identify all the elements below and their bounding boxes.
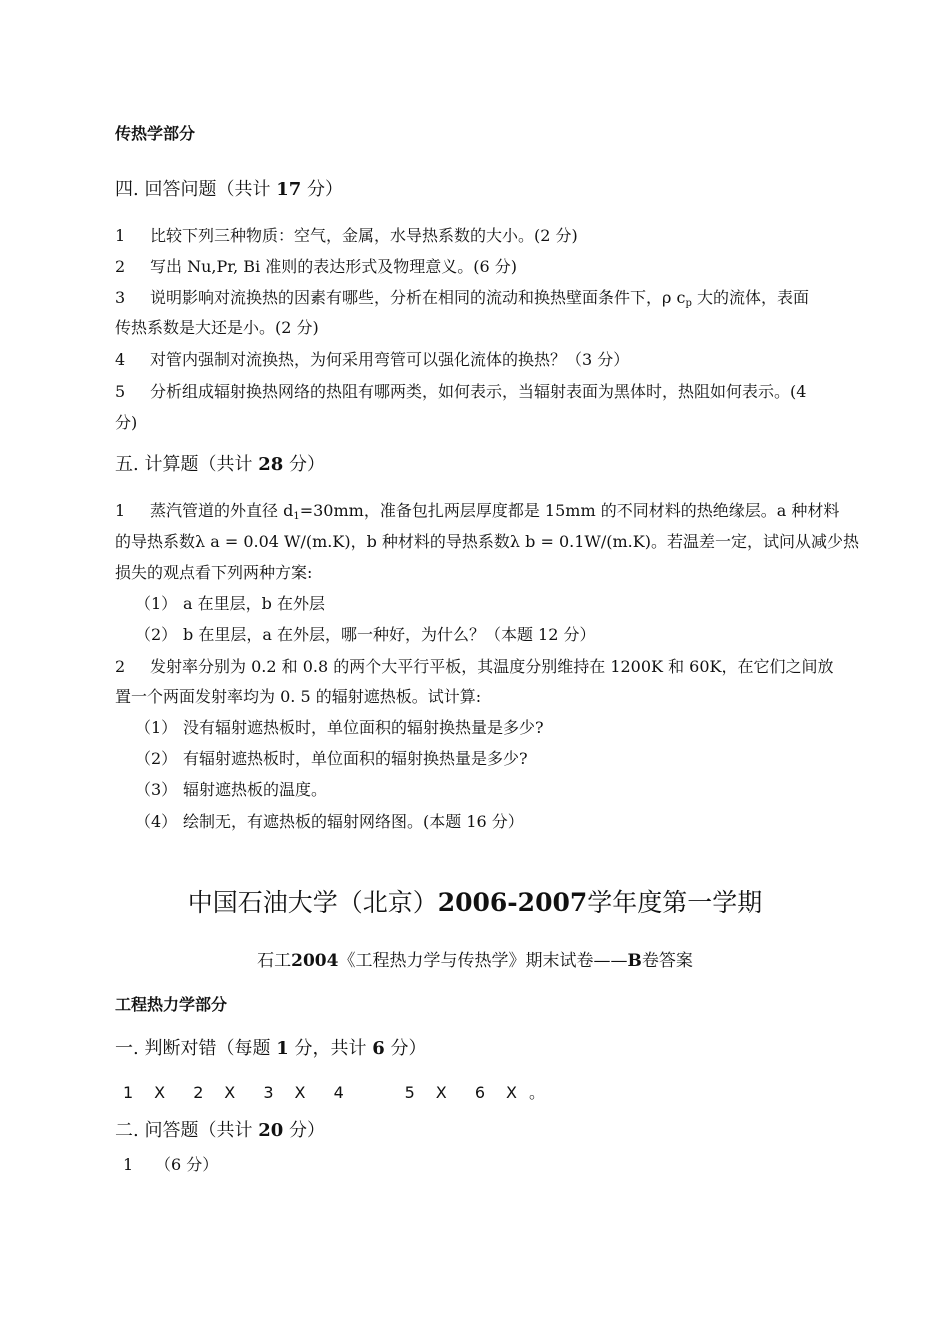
option-label: （2） [135,625,178,644]
answer-number: 1 [123,1083,134,1102]
question-text-cont: 大的流体，表面 [696,288,809,307]
section-four-title-b: 分） [307,179,343,200]
exam-title [0,883,950,919]
section-four-points: 17 [276,179,302,200]
option-label: （3） [135,780,178,799]
section-one-prefix: 一. [115,1038,139,1059]
problem-2-line-1 [115,657,833,677]
option-text: 没有辐射遮热板时，单位面积的辐射换热量是多少? [183,718,544,737]
answer-mark: X [505,1083,517,1102]
problem-2-option-4 [135,812,524,832]
question-number: 3 [115,288,126,307]
true-false-answers [123,1083,545,1103]
problem-1-line-3: 损失的观点看下列两种方案: [115,563,313,582]
problem-text: 蒸汽管道的外直径 d [150,501,294,520]
thermodynamics-section-title: 工程热力学部分 [115,995,228,1014]
question-5 [115,382,806,402]
section-one-points-2: 6 [372,1038,385,1059]
section-four-heading [115,180,343,200]
option-text: a 在里层，b 在外层 [183,594,325,613]
question-text: 分析组成辐射换热网络的热阻有哪两类，如何表示，当辐射表面为黑体时，热阻如何表示。(4 [150,382,807,401]
problem-1-line-1 [115,501,839,527]
option-text: 有辐射遮热板时，单位面积的辐射换热量是多少? [183,749,528,768]
problem-2-option-3 [135,780,327,800]
section-two-title-b: 分） [289,1120,325,1141]
question-1 [115,226,578,246]
problem-text: 发射率分别为 0.2 和 0.8 的两个大平行平板，其温度分别维持在 1200K 和 60K，在它们之间放 [150,657,834,676]
question-text: 说明影响对流换热的因素有哪些，分析在相同的流动和换热壁面条件下，ρ c [150,288,686,307]
section-five-points: 28 [258,454,284,475]
question-number: 1 [123,1155,134,1174]
question-text: 对管内强制对流换热，为何采用弯管可以强化流体的换热？（3 分） [150,350,630,369]
question-4 [115,350,629,370]
exam-subtitle-e: 卷答案 [641,951,693,971]
question-text: 比较下列三种物质：空气，金属，水导热系数的大小。(2 分) [150,226,578,245]
section-four-prefix: 四. [115,179,139,200]
answer-mark: X [435,1083,447,1102]
problem-2-option-2 [135,749,528,769]
question-3 [115,288,809,314]
question-number: 4 [115,350,126,369]
answer-number: 2 [193,1083,204,1102]
question-5-continuation: 分) [115,413,138,432]
problem-1-option-2 [135,625,596,645]
question-text: 写出 Nu,Pr, Bi 准则的表达形式及物理意义。(6 分) [150,257,518,276]
section-five-prefix: 五. [115,454,139,475]
section-one-points-1: 1 [276,1038,289,1059]
exam-subtitle-a: 石工 [257,951,292,971]
answer-number: 3 [263,1083,274,1102]
answer-number: 5 [404,1083,415,1102]
exam-title-a: 中国石油大学（北京） [187,888,438,917]
question-number: 1 [115,226,126,245]
answer-number: 4 [333,1083,344,1102]
question-points: （6 分） [155,1155,219,1174]
section-five-title-b: 分） [289,454,325,475]
exam-subtitle-year: 2004 [291,951,339,971]
problem-1-line-2: 的导热系数λ a = 0.04 W/(m.K)，b 种材料的导热系数λ b = 0.1W/(m.K)。若温差一定，试问从减少热 [115,532,859,551]
problem-2-option-1 [135,718,544,738]
subscript-p: p [685,298,692,309]
answer-mark: X [294,1083,306,1102]
section-one-title-a: 判断对错（每题 [144,1038,271,1059]
section-two-question-1 [123,1155,218,1175]
heat-transfer-section-title: 传热学部分 [115,124,196,143]
option-text: 辐射遮热板的温度。 [183,780,328,799]
option-label: （1） [135,594,178,613]
section-one-title-c: 分） [390,1038,427,1059]
exam-subtitle [0,946,950,971]
problem-text-cont: =30mm，准备包扎两层厚度都是 15mm 的不同材料的热绝缘层。a 种材料 [299,501,840,520]
section-two-points: 20 [258,1120,284,1141]
section-two-heading [115,1121,325,1141]
option-text: b 在里层，a 在外层，哪一种好，为什么？（本题 12 分） [183,625,596,644]
answer-mark: X [154,1083,166,1102]
answer-period: 。 [529,1083,546,1102]
answer-number: 6 [474,1083,486,1102]
subscript-1: 1 [293,511,300,522]
answer-mark: X [224,1083,236,1102]
exam-subtitle-paper: B [627,951,642,971]
option-label: （2） [135,749,178,768]
question-number: 2 [115,257,126,276]
section-two-prefix: 二. [115,1120,139,1141]
section-five-title-a: 计算题（共计 [144,454,253,475]
section-one-title-b: 分，共计 [294,1038,367,1059]
problem-number: 1 [115,501,126,520]
option-label: （1） [135,718,178,737]
exam-title-year: 2006-2007 [437,888,588,917]
problem-number: 2 [115,657,126,676]
option-label: （4） [135,812,178,831]
question-3-continuation: 传热系数是大还是小。(2 分) [115,318,319,337]
question-number: 5 [115,382,126,401]
section-one-heading [115,1039,426,1059]
section-four-title-a: 回答问题（共计 [144,179,271,200]
section-five-heading [115,455,325,475]
problem-2-line-2: 置一个两面发射率均为 0. 5 的辐射遮热板。试计算: [115,687,482,706]
option-text: 绘制无，有遮热板的辐射网络图。(本题 16 分） [183,812,524,831]
question-2 [115,257,517,277]
problem-1-option-1 [135,594,325,614]
exam-title-c: 学年度第一学期 [587,888,763,917]
section-two-title-a: 问答题（共计 [144,1120,253,1141]
exam-subtitle-c: 《工程热力学与传热学》期末试卷—— [338,951,628,971]
